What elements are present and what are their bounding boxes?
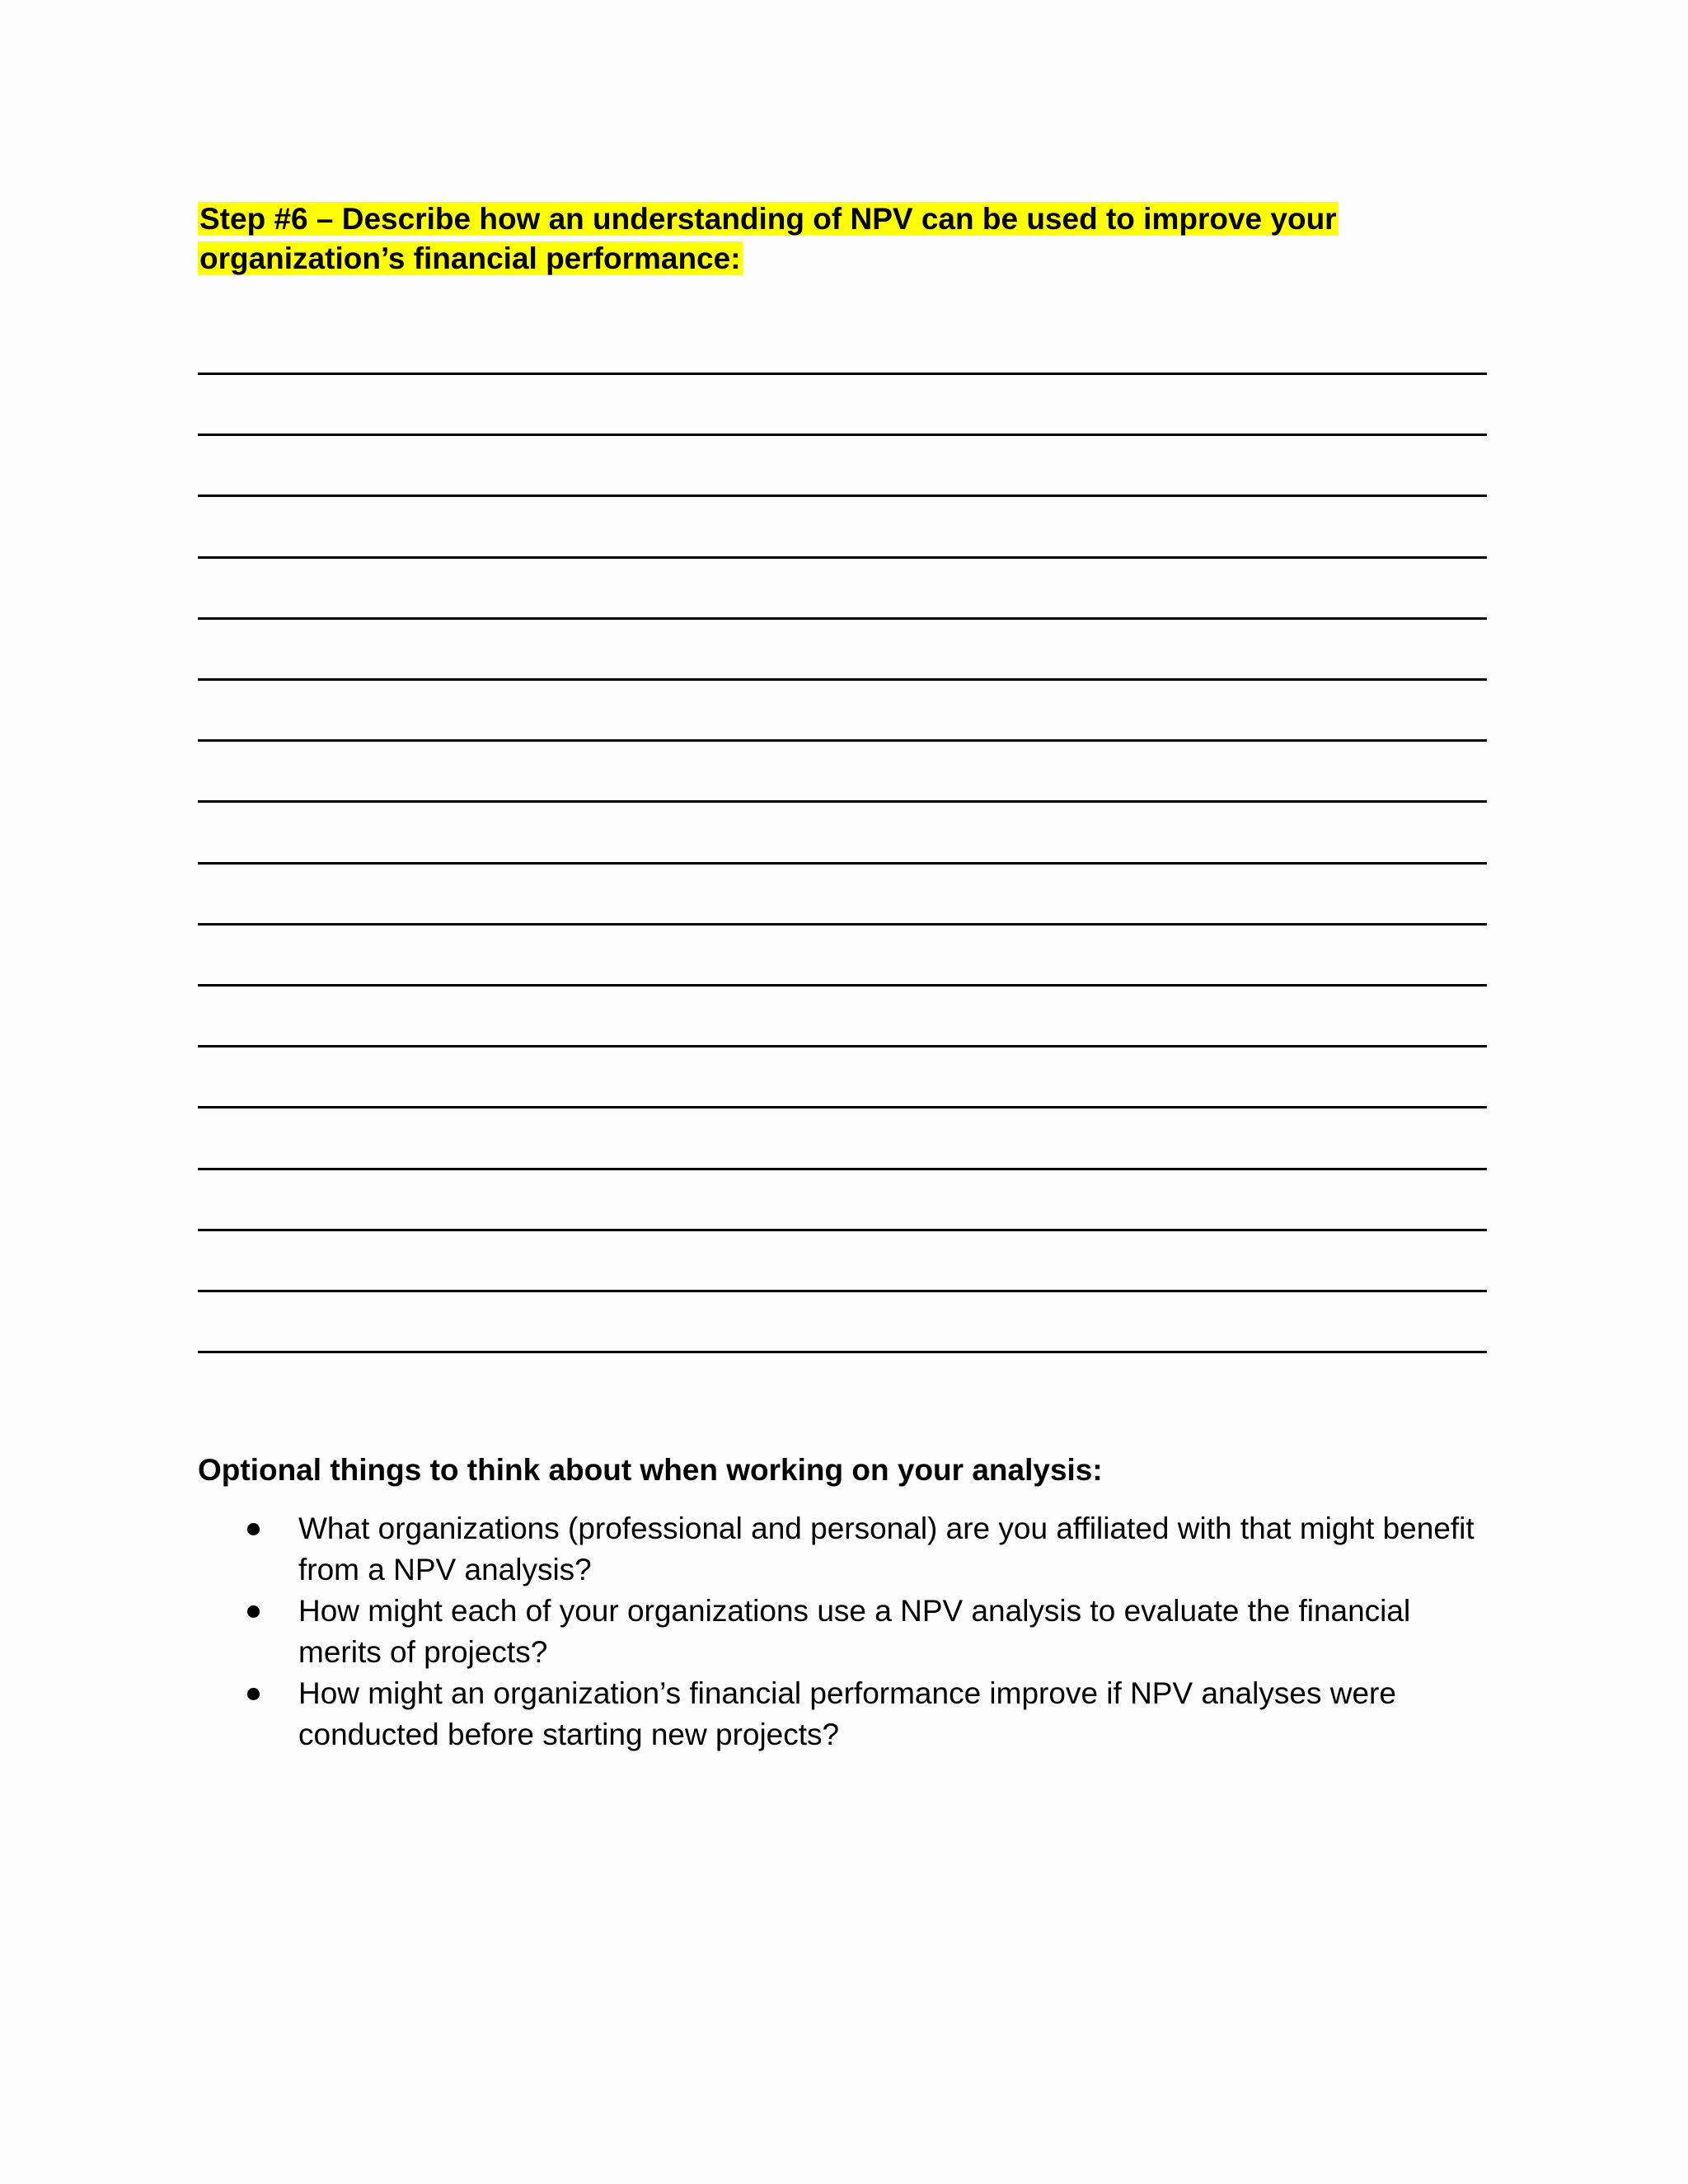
answer-line (198, 1351, 1487, 1353)
answer-line (198, 494, 1487, 497)
bullet-item (247, 1591, 1484, 1673)
optional-bullet-list (247, 1508, 1484, 1755)
bullet-icon (247, 1605, 260, 1618)
answer-line (198, 862, 1487, 865)
answer-line (198, 1106, 1487, 1108)
answer-line (198, 434, 1487, 436)
bullet-text: What organizations (professional and personal) are you affiliated with that might benefit from a NPV analysis? (298, 1511, 1475, 1586)
answer-line (198, 739, 1487, 742)
bullet-item (247, 1673, 1484, 1755)
bullet-icon (247, 1523, 260, 1535)
step-heading-highlight: Step #6 – Describe how an understanding of NPV can be used to improve your organization’s financial performance: (199, 202, 1337, 275)
answer-line (198, 800, 1487, 803)
answer-line (198, 1229, 1487, 1231)
answer-line (198, 923, 1487, 926)
answer-line (198, 1045, 1487, 1047)
bullet-item (247, 1508, 1484, 1591)
answer-line (198, 1168, 1487, 1170)
optional-section-title: Optional things to think about when working on your analysis: (198, 1453, 1103, 1487)
bullet-text: How might each of your organizations use a NPV analysis to evaluate the financial merits of projects? (298, 1594, 1411, 1669)
answer-line (198, 984, 1487, 987)
answer-line (198, 1290, 1487, 1292)
bullet-text: How might an organization’s financial performance improve if NPV analyses were conducted before starting new projects? (298, 1676, 1396, 1751)
step-heading (198, 199, 1500, 279)
answer-line (198, 373, 1487, 375)
answer-line (198, 617, 1487, 620)
answer-line (198, 678, 1487, 681)
bullet-icon (247, 1688, 260, 1700)
answer-line (198, 556, 1487, 559)
